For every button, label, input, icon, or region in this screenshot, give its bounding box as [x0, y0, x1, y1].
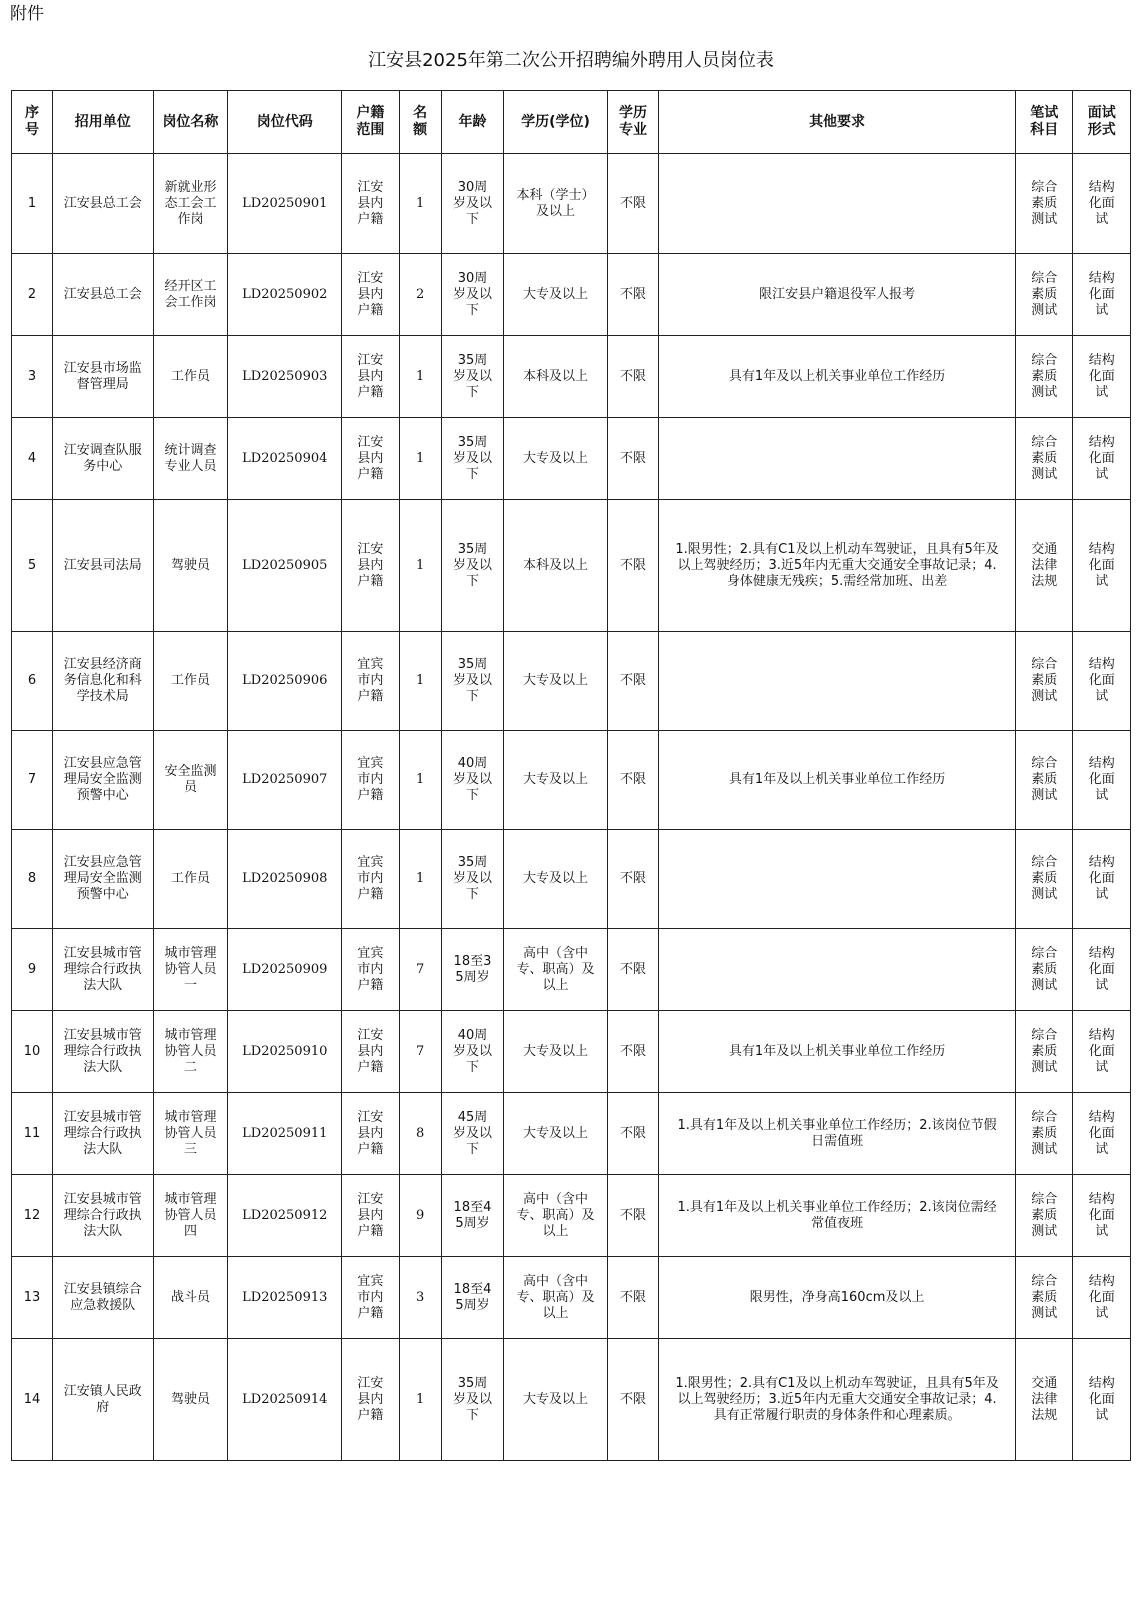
row-interview-cell: 结构化面试	[1073, 1339, 1131, 1461]
row-position-cell: 城市管理协管人员二	[153, 1011, 228, 1093]
row-other-requirements-cell: 具有1年及以上机关事业单位工作经历	[659, 336, 1016, 418]
row-major-cell: 不限	[607, 418, 658, 500]
row-position-cell: 城市管理协管人员三	[153, 1093, 228, 1175]
row-major-cell: 不限	[607, 830, 658, 929]
row-exam-cell: 综合素质测试	[1016, 1175, 1073, 1257]
row-residence-cell: 宜宾市内户籍	[342, 929, 399, 1011]
row-education-cell: 高中（含中专、职高）及以上	[504, 1175, 608, 1257]
row-position-cell: 经开区工会工作岗	[153, 254, 228, 336]
row-residence-cell: 宜宾市内户籍	[342, 731, 399, 830]
row-exam-cell: 交通法律法规	[1016, 1339, 1073, 1461]
row-exam-cell: 综合素质测试	[1016, 929, 1073, 1011]
row-no-cell: 10	[12, 1011, 53, 1093]
row-unit-cell: 江安县司法局	[53, 500, 154, 632]
row-other-requirements-cell	[659, 154, 1016, 254]
col-header-no: 序号	[12, 91, 53, 154]
row-unit-cell: 江安县城市管理综合行政执法大队	[53, 929, 154, 1011]
row-major-cell: 不限	[607, 632, 658, 731]
row-major-cell: 不限	[607, 154, 658, 254]
row-major-cell: 不限	[607, 500, 658, 632]
row-no-cell: 8	[12, 830, 53, 929]
row-position-cell: 战斗员	[153, 1257, 228, 1339]
row-unit-cell: 江安县应急管理局安全监测预警中心	[53, 731, 154, 830]
row-no-cell: 12	[12, 1175, 53, 1257]
row-exam-cell: 综合素质测试	[1016, 731, 1073, 830]
row-unit-cell: 江安县总工会	[53, 154, 154, 254]
col-header-quota: 名额	[399, 91, 441, 154]
row-age-cell: 18至45周岁	[441, 1175, 504, 1257]
row-education-cell: 大专及以上	[504, 254, 608, 336]
row-other-requirements-cell: 限男性，净身高160cm及以上	[659, 1257, 1016, 1339]
row-residence-cell: 宜宾市内户籍	[342, 830, 399, 929]
row-position-cell: 统计调查专业人员	[153, 418, 228, 500]
row-age-cell: 45周岁及以下	[441, 1093, 504, 1175]
row-age-cell: 30周岁及以下	[441, 154, 504, 254]
row-other-requirements-cell	[659, 418, 1016, 500]
row-other-requirements-cell	[659, 632, 1016, 731]
row-age-cell: 35周岁及以下	[441, 632, 504, 731]
row-exam-cell: 综合素质测试	[1016, 632, 1073, 731]
row-major-cell: 不限	[607, 1011, 658, 1093]
row-no-cell: 14	[12, 1339, 53, 1461]
col-header-code: 岗位代码	[228, 91, 342, 154]
row-residence-cell: 宜宾市内户籍	[342, 632, 399, 731]
row-residence-cell: 宜宾市内户籍	[342, 1257, 399, 1339]
table-row	[12, 929, 1131, 1011]
row-interview-cell: 结构化面试	[1073, 1257, 1131, 1339]
row-age-cell: 18至45周岁	[441, 1257, 504, 1339]
row-quota-cell: 8	[399, 1093, 441, 1175]
row-position-cell: 城市管理协管人员四	[153, 1175, 228, 1257]
row-position-cell: 驾驶员	[153, 500, 228, 632]
row-unit-cell: 江安县应急管理局安全监测预警中心	[53, 830, 154, 929]
row-no-cell: 5	[12, 500, 53, 632]
row-quota-cell: 1	[399, 1339, 441, 1461]
row-code-cell: LD20250909	[228, 929, 342, 1011]
row-interview-cell: 结构化面试	[1073, 1175, 1131, 1257]
row-no-cell: 11	[12, 1093, 53, 1175]
row-no-cell: 7	[12, 731, 53, 830]
col-header-age: 年龄	[441, 91, 504, 154]
row-education-cell: 大专及以上	[504, 632, 608, 731]
row-major-cell: 不限	[607, 1093, 658, 1175]
row-education-cell: 高中（含中专、职高）及以上	[504, 1257, 608, 1339]
page-title: 江安县2025年第二次公开招聘编外聘用人员岗位表	[368, 50, 774, 71]
row-code-cell: LD20250905	[228, 500, 342, 632]
row-code-cell: LD20250913	[228, 1257, 342, 1339]
row-no-cell: 2	[12, 254, 53, 336]
row-other-requirements-cell: 限江安县户籍退役军人报考	[659, 254, 1016, 336]
table-row	[12, 254, 1131, 336]
row-position-cell: 安全监测员	[153, 731, 228, 830]
row-interview-cell: 结构化面试	[1073, 1011, 1131, 1093]
row-residence-cell: 江安县内户籍	[342, 418, 399, 500]
row-code-cell: LD20250903	[228, 336, 342, 418]
table-row	[12, 336, 1131, 418]
row-quota-cell: 7	[399, 1011, 441, 1093]
row-interview-cell: 结构化面试	[1073, 418, 1131, 500]
row-interview-cell: 结构化面试	[1073, 830, 1131, 929]
row-code-cell: LD20250901	[228, 154, 342, 254]
row-unit-cell: 江安调查队服务中心	[53, 418, 154, 500]
row-unit-cell: 江安县城市管理综合行政执法大队	[53, 1175, 154, 1257]
table-row	[12, 830, 1131, 929]
row-interview-cell: 结构化面试	[1073, 500, 1131, 632]
table-row	[12, 1011, 1131, 1093]
row-position-cell: 新就业形态工会工作岗	[153, 154, 228, 254]
row-unit-cell: 江安县城市管理综合行政执法大队	[53, 1093, 154, 1175]
row-quota-cell: 2	[399, 254, 441, 336]
table-row	[12, 154, 1131, 254]
row-other-requirements-cell: 1.限男性；2.具有C1及以上机动车驾驶证，且具有5年及以上驾驶经历；3.近5年内无重大交通安全事故记录；4.具有正常履行职责的身体条件和心理素质。	[659, 1339, 1016, 1461]
row-unit-cell: 江安县城市管理综合行政执法大队	[53, 1011, 154, 1093]
row-unit-cell: 江安县总工会	[53, 254, 154, 336]
row-code-cell: LD20250912	[228, 1175, 342, 1257]
row-education-cell: 高中（含中专、职高）及以上	[504, 929, 608, 1011]
row-residence-cell: 江安县内户籍	[342, 1175, 399, 1257]
row-code-cell: LD20250907	[228, 731, 342, 830]
row-no-cell: 4	[12, 418, 53, 500]
row-quota-cell: 1	[399, 336, 441, 418]
row-residence-cell: 江安县内户籍	[342, 336, 399, 418]
row-major-cell: 不限	[607, 1257, 658, 1339]
row-code-cell: LD20250908	[228, 830, 342, 929]
row-age-cell: 35周岁及以下	[441, 500, 504, 632]
row-code-cell: LD20250911	[228, 1093, 342, 1175]
row-education-cell: 大专及以上	[504, 731, 608, 830]
row-education-cell: 本科（学士）及以上	[504, 154, 608, 254]
row-education-cell: 本科及以上	[504, 500, 608, 632]
row-interview-cell: 结构化面试	[1073, 336, 1131, 418]
row-unit-cell: 江安县市场监督管理局	[53, 336, 154, 418]
row-major-cell: 不限	[607, 1339, 658, 1461]
row-residence-cell: 江安县内户籍	[342, 1093, 399, 1175]
table-row	[12, 500, 1131, 632]
col-header-interview: 面试形式	[1073, 91, 1131, 154]
row-no-cell: 9	[12, 929, 53, 1011]
row-age-cell: 35周岁及以下	[441, 1339, 504, 1461]
table-row	[12, 632, 1131, 731]
row-quota-cell: 7	[399, 929, 441, 1011]
row-age-cell: 35周岁及以下	[441, 830, 504, 929]
table-row	[12, 418, 1131, 500]
row-position-cell: 工作员	[153, 830, 228, 929]
table-row	[12, 1093, 1131, 1175]
table-header-row	[12, 91, 1131, 154]
row-residence-cell: 江安县内户籍	[342, 500, 399, 632]
table-row	[12, 1175, 1131, 1257]
row-unit-cell: 江安县经济商务信息化和科学技术局	[53, 632, 154, 731]
col-header-residence: 户籍范围	[342, 91, 399, 154]
row-exam-cell: 综合素质测试	[1016, 254, 1073, 336]
row-interview-cell: 结构化面试	[1073, 1093, 1131, 1175]
row-residence-cell: 江安县内户籍	[342, 154, 399, 254]
col-header-other: 其他要求	[659, 91, 1016, 154]
row-other-requirements-cell: 具有1年及以上机关事业单位工作经历	[659, 1011, 1016, 1093]
row-other-requirements-cell: 1.限男性；2.具有C1及以上机动车驾驶证，且具有5年及以上驾驶经历；3.近5年内无重大交通安全事故记录；4.身体健康无残疾；5.需经常加班、出差	[659, 500, 1016, 632]
row-unit-cell: 江安镇人民政府	[53, 1339, 154, 1461]
row-residence-cell: 江安县内户籍	[342, 1011, 399, 1093]
row-education-cell: 大专及以上	[504, 418, 608, 500]
row-exam-cell: 综合素质测试	[1016, 1093, 1073, 1175]
row-code-cell: LD20250904	[228, 418, 342, 500]
col-header-exam: 笔试科目	[1016, 91, 1073, 154]
row-position-cell: 驾驶员	[153, 1339, 228, 1461]
row-no-cell: 6	[12, 632, 53, 731]
row-position-cell: 城市管理协管人员一	[153, 929, 228, 1011]
row-interview-cell: 结构化面试	[1073, 929, 1131, 1011]
col-header-position: 岗位名称	[153, 91, 228, 154]
row-other-requirements-cell: 1.具有1年及以上机关事业单位工作经历；2.该岗位节假日需值班	[659, 1093, 1016, 1175]
row-quota-cell: 1	[399, 632, 441, 731]
row-interview-cell: 结构化面试	[1073, 731, 1131, 830]
row-interview-cell: 结构化面试	[1073, 154, 1131, 254]
positions-table	[11, 90, 1131, 1461]
row-quota-cell: 3	[399, 1257, 441, 1339]
row-quota-cell: 1	[399, 731, 441, 830]
row-exam-cell: 综合素质测试	[1016, 1011, 1073, 1093]
row-interview-cell: 结构化面试	[1073, 254, 1131, 336]
row-exam-cell: 综合素质测试	[1016, 336, 1073, 418]
row-residence-cell: 江安县内户籍	[342, 254, 399, 336]
row-education-cell: 本科及以上	[504, 336, 608, 418]
row-no-cell: 3	[12, 336, 53, 418]
row-education-cell: 大专及以上	[504, 1093, 608, 1175]
row-age-cell: 40周岁及以下	[441, 731, 504, 830]
row-other-requirements-cell: 1.具有1年及以上机关事业单位工作经历；2.该岗位需经常值夜班	[659, 1175, 1016, 1257]
row-other-requirements-cell	[659, 929, 1016, 1011]
row-major-cell: 不限	[607, 929, 658, 1011]
attachment-label: 附件	[10, 4, 44, 24]
row-major-cell: 不限	[607, 1175, 658, 1257]
table-row	[12, 1339, 1131, 1461]
row-code-cell: LD20250902	[228, 254, 342, 336]
row-residence-cell: 江安县内户籍	[342, 1339, 399, 1461]
row-major-cell: 不限	[607, 336, 658, 418]
row-age-cell: 30周岁及以下	[441, 254, 504, 336]
row-education-cell: 大专及以上	[504, 1011, 608, 1093]
col-header-education: 学历(学位)	[504, 91, 608, 154]
col-header-major: 学历专业	[607, 91, 658, 154]
row-education-cell: 大专及以上	[504, 1339, 608, 1461]
row-quota-cell: 1	[399, 418, 441, 500]
row-code-cell: LD20250914	[228, 1339, 342, 1461]
row-exam-cell: 综合素质测试	[1016, 418, 1073, 500]
row-age-cell: 35周岁及以下	[441, 336, 504, 418]
row-other-requirements-cell: 具有1年及以上机关事业单位工作经历	[659, 731, 1016, 830]
row-other-requirements-cell	[659, 830, 1016, 929]
row-exam-cell: 综合素质测试	[1016, 1257, 1073, 1339]
row-education-cell: 大专及以上	[504, 830, 608, 929]
row-age-cell: 35周岁及以下	[441, 418, 504, 500]
row-quota-cell: 9	[399, 1175, 441, 1257]
row-exam-cell: 交通法律法规	[1016, 500, 1073, 632]
row-quota-cell: 1	[399, 154, 441, 254]
col-header-unit: 招用单位	[53, 91, 154, 154]
row-exam-cell: 综合素质测试	[1016, 154, 1073, 254]
row-code-cell: LD20250906	[228, 632, 342, 731]
row-quota-cell: 1	[399, 500, 441, 632]
row-position-cell: 工作员	[153, 336, 228, 418]
row-quota-cell: 1	[399, 830, 441, 929]
row-age-cell: 40周岁及以下	[441, 1011, 504, 1093]
table-row	[12, 731, 1131, 830]
row-interview-cell: 结构化面试	[1073, 632, 1131, 731]
row-age-cell: 18至35周岁	[441, 929, 504, 1011]
table-row	[12, 1257, 1131, 1339]
row-major-cell: 不限	[607, 731, 658, 830]
row-no-cell: 13	[12, 1257, 53, 1339]
row-code-cell: LD20250910	[228, 1011, 342, 1093]
row-exam-cell: 综合素质测试	[1016, 830, 1073, 929]
row-position-cell: 工作员	[153, 632, 228, 731]
row-no-cell: 1	[12, 154, 53, 254]
row-unit-cell: 江安县镇综合应急救援队	[53, 1257, 154, 1339]
row-major-cell: 不限	[607, 254, 658, 336]
